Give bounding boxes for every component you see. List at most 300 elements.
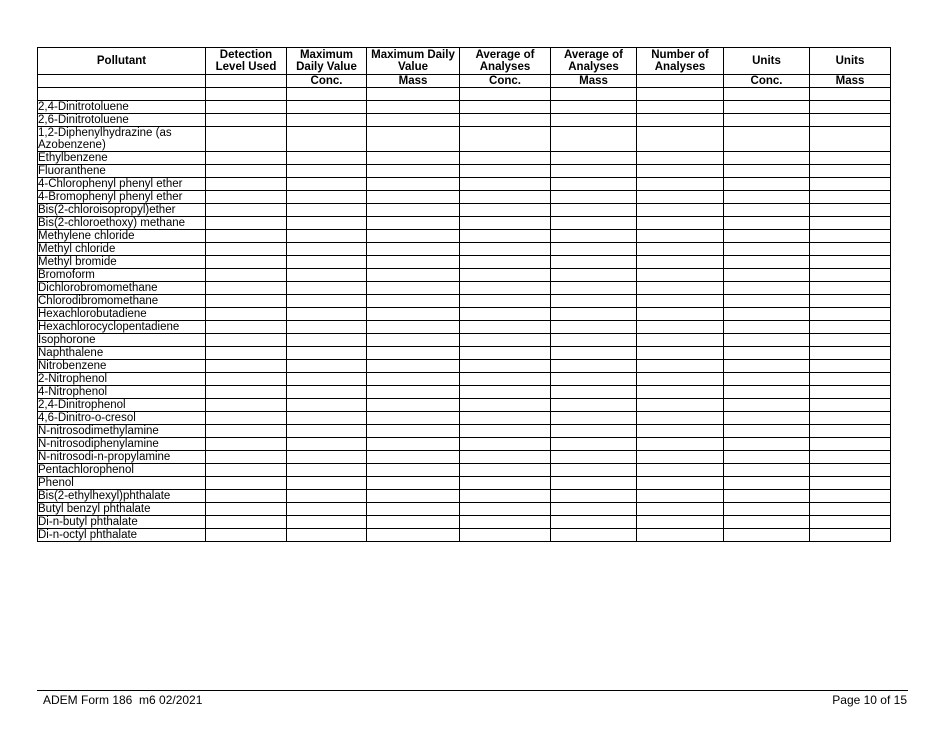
detection-level-cell[interactable] <box>206 243 287 256</box>
units-mass-cell[interactable] <box>810 529 891 542</box>
avg-mass-cell[interactable] <box>551 217 637 230</box>
max-daily-conc-cell[interactable] <box>287 490 367 503</box>
avg-mass-cell[interactable] <box>551 529 637 542</box>
table-row <box>38 399 891 412</box>
avg-conc-cell[interactable] <box>460 101 551 114</box>
detection-level-cell[interactable] <box>206 282 287 295</box>
max-daily-conc-cell[interactable] <box>287 399 367 412</box>
num-analyses-cell[interactable] <box>637 178 724 191</box>
units-conc-cell[interactable] <box>724 165 810 178</box>
table-row <box>38 204 891 217</box>
num-analyses-cell[interactable] <box>637 152 724 165</box>
num-analyses-cell[interactable] <box>637 127 724 152</box>
num-analyses-cell[interactable] <box>637 101 724 114</box>
max-daily-conc-cell[interactable] <box>287 217 367 230</box>
units-mass-cell[interactable] <box>810 152 891 165</box>
units-conc-cell[interactable] <box>724 295 810 308</box>
max-daily-conc-cell[interactable] <box>287 477 367 490</box>
max-daily-mass-cell[interactable] <box>367 152 460 165</box>
avg-mass-cell[interactable] <box>551 127 637 152</box>
num-analyses-cell[interactable] <box>637 308 724 321</box>
detection-level-cell[interactable] <box>206 321 287 334</box>
detection-level-cell[interactable] <box>206 217 287 230</box>
spacer-cell[interactable] <box>637 88 724 101</box>
max-daily-mass-cell[interactable] <box>367 217 460 230</box>
units-mass-cell[interactable] <box>810 256 891 269</box>
max-daily-conc-cell[interactable] <box>287 230 367 243</box>
avg-conc-cell[interactable] <box>460 321 551 334</box>
avg-mass-cell[interactable] <box>551 516 637 529</box>
units-mass-cell[interactable] <box>810 412 891 425</box>
avg-conc-cell[interactable] <box>460 295 551 308</box>
max-daily-mass-cell[interactable] <box>367 295 460 308</box>
detection-level-cell[interactable] <box>206 425 287 438</box>
max-daily-mass-cell[interactable] <box>367 399 460 412</box>
max-daily-conc-cell[interactable] <box>287 269 367 282</box>
avg-mass-cell[interactable] <box>551 114 637 127</box>
avg-conc-cell[interactable] <box>460 334 551 347</box>
units-mass-cell[interactable] <box>810 204 891 217</box>
max-daily-mass-cell[interactable] <box>367 425 460 438</box>
avg-conc-cell[interactable] <box>460 256 551 269</box>
avg-conc-cell[interactable] <box>460 386 551 399</box>
subheader-detection-level <box>206 75 287 88</box>
detection-level-cell[interactable] <box>206 438 287 451</box>
units-conc-cell[interactable] <box>724 178 810 191</box>
units-mass-cell[interactable] <box>810 269 891 282</box>
spacer-cell[interactable] <box>460 88 551 101</box>
avg-mass-cell[interactable] <box>551 269 637 282</box>
avg-conc-cell[interactable] <box>460 412 551 425</box>
pollutant-name-cell: 4-Bromophenyl phenyl ether <box>38 191 206 204</box>
max-daily-conc-cell[interactable] <box>287 360 367 373</box>
num-analyses-cell[interactable] <box>637 295 724 308</box>
spacer-cell[interactable] <box>38 88 206 101</box>
avg-mass-cell[interactable] <box>551 178 637 191</box>
max-daily-mass-cell[interactable] <box>367 516 460 529</box>
detection-level-cell[interactable] <box>206 464 287 477</box>
avg-mass-cell[interactable] <box>551 503 637 516</box>
detection-level-cell[interactable] <box>206 204 287 217</box>
units-conc-cell[interactable] <box>724 477 810 490</box>
max-daily-conc-cell[interactable] <box>287 373 367 386</box>
avg-conc-cell[interactable] <box>460 178 551 191</box>
max-daily-conc-cell[interactable] <box>287 191 367 204</box>
avg-mass-cell[interactable] <box>551 308 637 321</box>
avg-mass-cell[interactable] <box>551 152 637 165</box>
max-daily-conc-cell[interactable] <box>287 101 367 114</box>
max-daily-mass-cell[interactable] <box>367 282 460 295</box>
detection-level-cell[interactable] <box>206 101 287 114</box>
detection-level-cell[interactable] <box>206 373 287 386</box>
avg-conc-cell[interactable] <box>460 516 551 529</box>
detection-level-cell[interactable] <box>206 360 287 373</box>
units-mass-cell[interactable] <box>810 282 891 295</box>
units-conc-cell[interactable] <box>724 191 810 204</box>
avg-mass-cell[interactable] <box>551 451 637 464</box>
units-conc-cell[interactable] <box>724 101 810 114</box>
num-analyses-cell[interactable] <box>637 451 724 464</box>
max-daily-conc-cell[interactable] <box>287 503 367 516</box>
num-analyses-cell[interactable] <box>637 399 724 412</box>
max-daily-mass-cell[interactable] <box>367 204 460 217</box>
num-analyses-cell[interactable] <box>637 373 724 386</box>
avg-conc-cell[interactable] <box>460 217 551 230</box>
table-row <box>38 438 891 451</box>
units-conc-cell[interactable] <box>724 256 810 269</box>
max-daily-mass-cell[interactable] <box>367 243 460 256</box>
units-mass-cell[interactable] <box>810 334 891 347</box>
num-analyses-cell[interactable] <box>637 282 724 295</box>
units-mass-cell[interactable] <box>810 230 891 243</box>
detection-level-cell[interactable] <box>206 516 287 529</box>
max-daily-mass-cell[interactable] <box>367 165 460 178</box>
pollutant-name-cell: Bis(2-chloroethoxy) methane <box>38 217 206 230</box>
num-analyses-cell[interactable] <box>637 425 724 438</box>
avg-mass-cell[interactable] <box>551 230 637 243</box>
table-row <box>38 503 891 516</box>
spacer-cell[interactable] <box>206 88 287 101</box>
units-conc-cell[interactable] <box>724 152 810 165</box>
max-daily-conc-cell[interactable] <box>287 321 367 334</box>
units-conc-cell[interactable] <box>724 127 810 152</box>
units-mass-cell[interactable] <box>810 360 891 373</box>
detection-level-cell[interactable] <box>206 269 287 282</box>
detection-level-cell[interactable] <box>206 412 287 425</box>
max-daily-conc-cell[interactable] <box>287 451 367 464</box>
max-daily-conc-cell[interactable] <box>287 204 367 217</box>
max-daily-mass-cell[interactable] <box>367 373 460 386</box>
units-conc-cell[interactable] <box>724 360 810 373</box>
avg-conc-cell[interactable] <box>460 230 551 243</box>
detection-level-cell[interactable] <box>206 230 287 243</box>
units-conc-cell[interactable] <box>724 490 810 503</box>
num-analyses-cell[interactable] <box>637 165 724 178</box>
detection-level-cell[interactable] <box>206 295 287 308</box>
units-mass-cell[interactable] <box>810 386 891 399</box>
max-daily-mass-cell[interactable] <box>367 464 460 477</box>
max-daily-mass-cell[interactable] <box>367 230 460 243</box>
avg-conc-cell[interactable] <box>460 114 551 127</box>
max-daily-mass-cell[interactable] <box>367 127 460 152</box>
units-mass-cell[interactable] <box>810 127 891 152</box>
detection-level-cell[interactable] <box>206 334 287 347</box>
units-conc-cell[interactable] <box>724 269 810 282</box>
max-daily-mass-cell[interactable] <box>367 308 460 321</box>
avg-conc-cell[interactable] <box>460 269 551 282</box>
units-conc-cell[interactable] <box>724 217 810 230</box>
max-daily-mass-cell[interactable] <box>367 334 460 347</box>
avg-conc-cell[interactable] <box>460 347 551 360</box>
avg-mass-cell[interactable] <box>551 360 637 373</box>
spacer-cell[interactable] <box>367 88 460 101</box>
pollutant-name-cell: N-nitrosodiphenylamine <box>38 438 206 451</box>
max-daily-mass-cell[interactable] <box>367 101 460 114</box>
avg-conc-cell[interactable] <box>460 373 551 386</box>
avg-conc-cell[interactable] <box>460 438 551 451</box>
num-analyses-cell[interactable] <box>637 217 724 230</box>
units-mass-cell[interactable] <box>810 490 891 503</box>
avg-conc-cell[interactable] <box>460 503 551 516</box>
units-conc-cell[interactable] <box>724 438 810 451</box>
avg-mass-cell[interactable] <box>551 399 637 412</box>
units-mass-cell[interactable] <box>810 308 891 321</box>
units-mass-cell[interactable] <box>810 503 891 516</box>
spacer-cell[interactable] <box>551 88 637 101</box>
max-daily-conc-cell[interactable] <box>287 516 367 529</box>
avg-mass-cell[interactable] <box>551 256 637 269</box>
pollutant-name-cell: Nitrobenzene <box>38 360 206 373</box>
header-units-conc: Units <box>724 48 810 75</box>
max-daily-conc-cell[interactable] <box>287 282 367 295</box>
max-daily-conc-cell[interactable] <box>287 256 367 269</box>
units-conc-cell[interactable] <box>724 386 810 399</box>
units-mass-cell[interactable] <box>810 217 891 230</box>
detection-level-cell[interactable] <box>206 490 287 503</box>
max-daily-conc-cell[interactable] <box>287 412 367 425</box>
subheader-max-daily-mass: Mass <box>367 75 460 88</box>
avg-mass-cell[interactable] <box>551 373 637 386</box>
avg-mass-cell[interactable] <box>551 101 637 114</box>
avg-mass-cell[interactable] <box>551 425 637 438</box>
units-mass-cell[interactable] <box>810 425 891 438</box>
units-mass-cell[interactable] <box>810 451 891 464</box>
avg-mass-cell[interactable] <box>551 191 637 204</box>
avg-mass-cell[interactable] <box>551 490 637 503</box>
num-analyses-cell[interactable] <box>637 191 724 204</box>
units-conc-cell[interactable] <box>724 451 810 464</box>
detection-level-cell[interactable] <box>206 127 287 152</box>
avg-mass-cell[interactable] <box>551 438 637 451</box>
num-analyses-cell[interactable] <box>637 334 724 347</box>
max-daily-conc-cell[interactable] <box>287 152 367 165</box>
max-daily-mass-cell[interactable] <box>367 256 460 269</box>
units-conc-cell[interactable] <box>724 204 810 217</box>
max-daily-mass-cell[interactable] <box>367 529 460 542</box>
units-conc-cell[interactable] <box>724 243 810 256</box>
units-conc-cell[interactable] <box>724 321 810 334</box>
avg-conc-cell[interactable] <box>460 127 551 152</box>
max-daily-conc-cell[interactable] <box>287 165 367 178</box>
num-analyses-cell[interactable] <box>637 438 724 451</box>
pollutant-name-cell: N-nitrosodi-n-propylamine <box>38 451 206 464</box>
max-daily-conc-cell[interactable] <box>287 334 367 347</box>
max-daily-mass-cell[interactable] <box>367 178 460 191</box>
units-mass-cell[interactable] <box>810 191 891 204</box>
avg-conc-cell[interactable] <box>460 191 551 204</box>
num-analyses-cell[interactable] <box>637 490 724 503</box>
units-mass-cell[interactable] <box>810 347 891 360</box>
units-mass-cell[interactable] <box>810 516 891 529</box>
avg-conc-cell[interactable] <box>460 425 551 438</box>
units-conc-cell[interactable] <box>724 114 810 127</box>
units-mass-cell[interactable] <box>810 114 891 127</box>
num-analyses-cell[interactable] <box>637 204 724 217</box>
units-conc-cell[interactable] <box>724 373 810 386</box>
avg-mass-cell[interactable] <box>551 464 637 477</box>
units-conc-cell[interactable] <box>724 230 810 243</box>
spacer-cell[interactable] <box>287 88 367 101</box>
units-mass-cell[interactable] <box>810 321 891 334</box>
max-daily-conc-cell[interactable] <box>287 529 367 542</box>
avg-conc-cell[interactable] <box>460 360 551 373</box>
num-analyses-cell[interactable] <box>637 269 724 282</box>
pollutant-name-cell: 1,2-Diphenylhydrazine (as Azobenzene) <box>38 127 206 152</box>
units-mass-cell[interactable] <box>810 438 891 451</box>
avg-conc-cell[interactable] <box>460 204 551 217</box>
avg-conc-cell[interactable] <box>460 477 551 490</box>
max-daily-mass-cell[interactable] <box>367 347 460 360</box>
num-analyses-cell[interactable] <box>637 386 724 399</box>
num-analyses-cell[interactable] <box>637 464 724 477</box>
pollutant-name-cell: Butyl benzyl phthalate <box>38 503 206 516</box>
max-daily-mass-cell[interactable] <box>367 114 460 127</box>
header-max-daily-value-mass: Maximum Daily Value <box>367 48 460 75</box>
max-daily-mass-cell[interactable] <box>367 269 460 282</box>
detection-level-cell[interactable] <box>206 152 287 165</box>
max-daily-conc-cell[interactable] <box>287 464 367 477</box>
detection-level-cell[interactable] <box>206 114 287 127</box>
units-conc-cell[interactable] <box>724 412 810 425</box>
units-conc-cell[interactable] <box>724 282 810 295</box>
avg-mass-cell[interactable] <box>551 334 637 347</box>
units-conc-cell[interactable] <box>724 516 810 529</box>
max-daily-mass-cell[interactable] <box>367 360 460 373</box>
table-row <box>38 308 891 321</box>
detection-level-cell[interactable] <box>206 386 287 399</box>
avg-mass-cell[interactable] <box>551 295 637 308</box>
detection-level-cell[interactable] <box>206 503 287 516</box>
avg-mass-cell[interactable] <box>551 347 637 360</box>
avg-conc-cell[interactable] <box>460 464 551 477</box>
avg-conc-cell[interactable] <box>460 490 551 503</box>
avg-mass-cell[interactable] <box>551 165 637 178</box>
avg-conc-cell[interactable] <box>460 451 551 464</box>
units-mass-cell[interactable] <box>810 243 891 256</box>
max-daily-conc-cell[interactable] <box>287 127 367 152</box>
units-conc-cell[interactable] <box>724 347 810 360</box>
units-mass-cell[interactable] <box>810 178 891 191</box>
max-daily-conc-cell[interactable] <box>287 114 367 127</box>
pollutant-name-cell: 2,4-Dinitrotoluene <box>38 101 206 114</box>
max-daily-mass-cell[interactable] <box>367 438 460 451</box>
table-row <box>38 451 891 464</box>
avg-conc-cell[interactable] <box>460 308 551 321</box>
units-mass-cell[interactable] <box>810 101 891 114</box>
avg-conc-cell[interactable] <box>460 529 551 542</box>
num-analyses-cell[interactable] <box>637 412 724 425</box>
max-daily-mass-cell[interactable] <box>367 503 460 516</box>
units-conc-cell[interactable] <box>724 529 810 542</box>
avg-mass-cell[interactable] <box>551 386 637 399</box>
detection-level-cell[interactable] <box>206 347 287 360</box>
units-conc-cell[interactable] <box>724 399 810 412</box>
units-conc-cell[interactable] <box>724 308 810 321</box>
max-daily-conc-cell[interactable] <box>287 295 367 308</box>
avg-mass-cell[interactable] <box>551 204 637 217</box>
max-daily-mass-cell[interactable] <box>367 490 460 503</box>
num-analyses-cell[interactable] <box>637 256 724 269</box>
detection-level-cell[interactable] <box>206 529 287 542</box>
pollutant-name-cell: N-nitrosodimethylamine <box>38 425 206 438</box>
detection-level-cell[interactable] <box>206 191 287 204</box>
avg-conc-cell[interactable] <box>460 282 551 295</box>
subheader-units-conc: Conc. <box>724 75 810 88</box>
max-daily-conc-cell[interactable] <box>287 386 367 399</box>
num-analyses-cell[interactable] <box>637 321 724 334</box>
detection-level-cell[interactable] <box>206 399 287 412</box>
subheader-avg-mass: Mass <box>551 75 637 88</box>
num-analyses-cell[interactable] <box>637 477 724 490</box>
pollutant-name-cell: Bis(2-chloroisopropyl)ether <box>38 204 206 217</box>
units-mass-cell[interactable] <box>810 399 891 412</box>
max-daily-mass-cell[interactable] <box>367 451 460 464</box>
units-mass-cell[interactable] <box>810 373 891 386</box>
avg-conc-cell[interactable] <box>460 165 551 178</box>
units-mass-cell[interactable] <box>810 477 891 490</box>
num-analyses-cell[interactable] <box>637 516 724 529</box>
avg-mass-cell[interactable] <box>551 282 637 295</box>
max-daily-conc-cell[interactable] <box>287 438 367 451</box>
max-daily-mass-cell[interactable] <box>367 321 460 334</box>
num-analyses-cell[interactable] <box>637 529 724 542</box>
max-daily-conc-cell[interactable] <box>287 243 367 256</box>
table-row <box>38 256 891 269</box>
detection-level-cell[interactable] <box>206 256 287 269</box>
num-analyses-cell[interactable] <box>637 347 724 360</box>
num-analyses-cell[interactable] <box>637 114 724 127</box>
avg-mass-cell[interactable] <box>551 243 637 256</box>
units-conc-cell[interactable] <box>724 464 810 477</box>
table-row <box>38 243 891 256</box>
max-daily-conc-cell[interactable] <box>287 347 367 360</box>
avg-conc-cell[interactable] <box>460 152 551 165</box>
avg-conc-cell[interactable] <box>460 399 551 412</box>
units-mass-cell[interactable] <box>810 295 891 308</box>
units-mass-cell[interactable] <box>810 464 891 477</box>
avg-mass-cell[interactable] <box>551 412 637 425</box>
spacer-cell[interactable] <box>810 88 891 101</box>
max-daily-mass-cell[interactable] <box>367 412 460 425</box>
table-row <box>38 295 891 308</box>
detection-level-cell[interactable] <box>206 308 287 321</box>
max-daily-mass-cell[interactable] <box>367 191 460 204</box>
table-row <box>38 230 891 243</box>
num-analyses-cell[interactable] <box>637 230 724 243</box>
max-daily-mass-cell[interactable] <box>367 386 460 399</box>
units-conc-cell[interactable] <box>724 503 810 516</box>
units-mass-cell[interactable] <box>810 165 891 178</box>
avg-mass-cell[interactable] <box>551 321 637 334</box>
max-daily-conc-cell[interactable] <box>287 425 367 438</box>
max-daily-mass-cell[interactable] <box>367 477 460 490</box>
num-analyses-cell[interactable] <box>637 243 724 256</box>
num-analyses-cell[interactable] <box>637 360 724 373</box>
units-conc-cell[interactable] <box>724 425 810 438</box>
avg-mass-cell[interactable] <box>551 477 637 490</box>
spacer-cell[interactable] <box>724 88 810 101</box>
units-conc-cell[interactable] <box>724 334 810 347</box>
detection-level-cell[interactable] <box>206 178 287 191</box>
num-analyses-cell[interactable] <box>637 503 724 516</box>
detection-level-cell[interactable] <box>206 477 287 490</box>
max-daily-conc-cell[interactable] <box>287 308 367 321</box>
detection-level-cell[interactable] <box>206 451 287 464</box>
max-daily-conc-cell[interactable] <box>287 178 367 191</box>
table-row <box>38 412 891 425</box>
detection-level-cell[interactable] <box>206 165 287 178</box>
avg-conc-cell[interactable] <box>460 243 551 256</box>
